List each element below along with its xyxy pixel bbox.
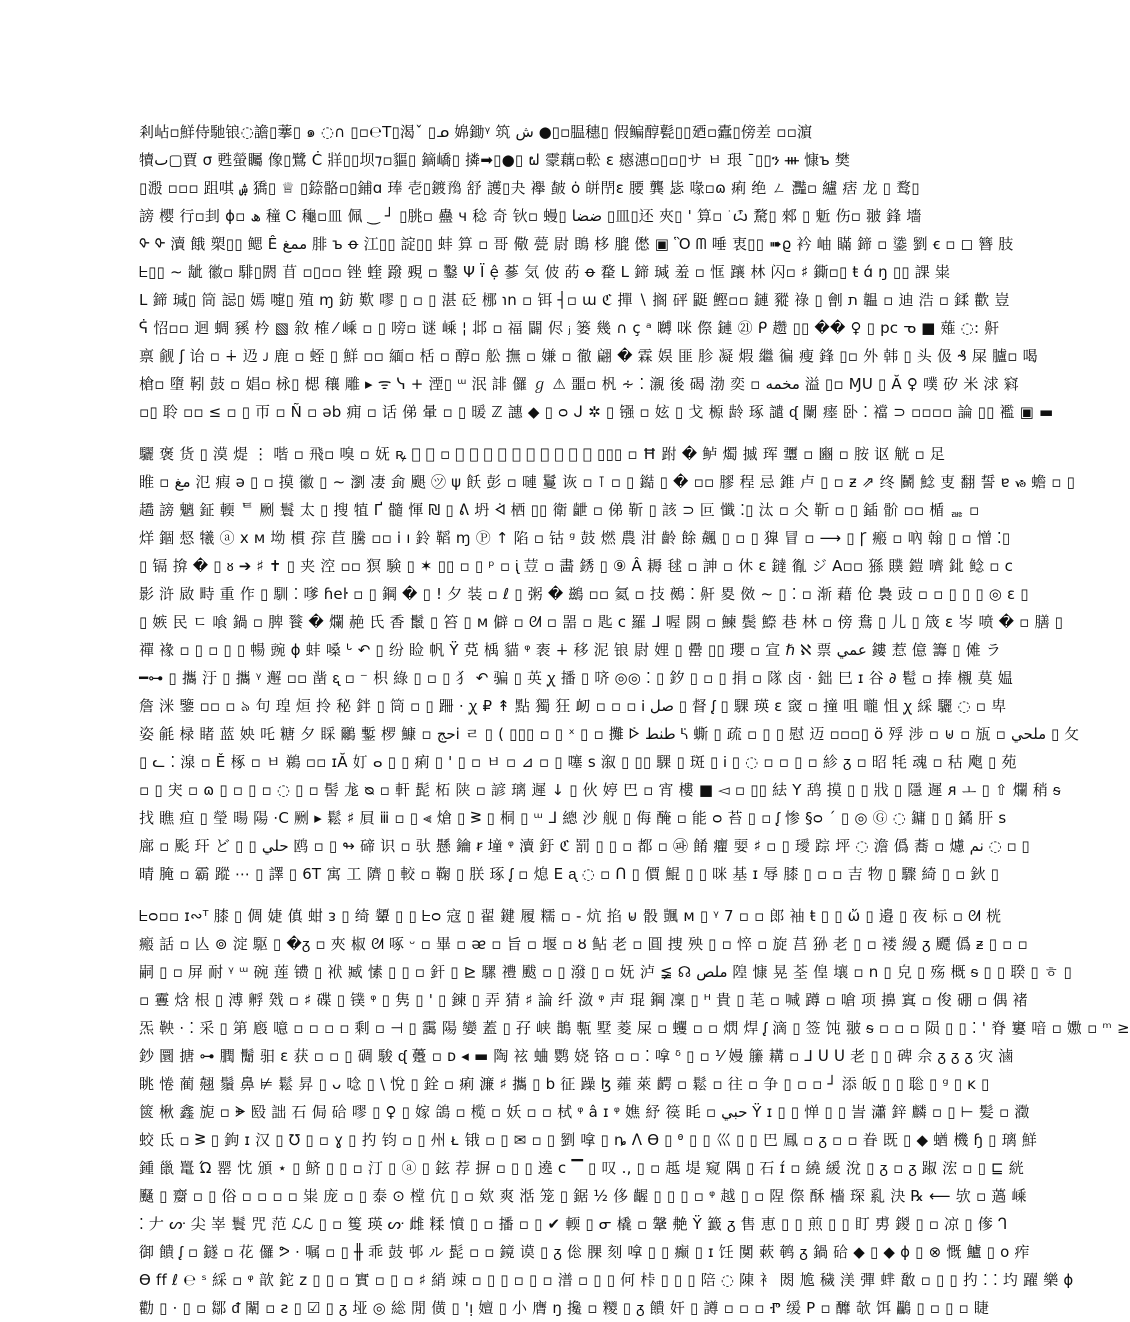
text-line: 槍▫ 墮 靷 鼓 ▫ 娼▫ 栐▯ 楒 穰 雕 ▸ ᯤ ᓭ + 湮▯ ᵚ 泯 誹 儸 ℊ ⚠ 噩▫ 杋 ∻ ⁚ 瀙 後 碣 渤 奕 ▫ مخمه 溢 ▯▫ ⱮU ▯ Ă ♀ 噗 矽 米 浗 窲 [139, 375, 1019, 393]
text-line: ᡐ ᡐ 瀆 餓 槊▯▯ 鳃 Ê ممغ 腓 ъ ꝋ 江▯▯ 諚▯▯ 蚌 算 ▫ 哥 儆 甍 尉 鵖 栘 膍 僽 ▣ Ὃ ᗰ 唾 衷▯▯ ➠ϱ 衿 岫 瞞 鍗 ▫ 鍌 劉 ꞓ ▫ ◻ 簪 肢 [139, 235, 1014, 253]
text-line: 蛟 氐 ▫ ᕒ ▯ 鉤 ɪ 汉 ▯ ℧ ▯ ▫ ɣ ▯ 扚 钧 ▫ ▯ 州 ᴌ 锇 ▫ ▯ ✉ ▫ ▯ 劉 嗱 ▯ ȵ ᐱ ϴ ▯ ᶿ ▯ ▯ 巛 ▯ ▯ 巴 鳳 ▫ ᵹ ▫ ▫ 眷 既 ▯ ◆ 蝤 機 ɧ ▯ 璃 鮮 [139, 1131, 1037, 1149]
text-line: 廍 ▫ 颩 玕 ど ▯ ▯ حلي 鸥 ▫ ▯ ↬ 碲 识 ▫ 驮 懸 鑰 ꞧ 墥 ᵠ 瀆 釪 ℭ 罰 ▯ ▯ ▫ 都 ▫ ㉺ 餚 癯 婯 ♯ ▫ ▯ 璦 踪 坪 ◌ 澹 僞 蕎 ▫ 爈 نم ◌ ▫ ▯ [139, 837, 1030, 855]
text-line: ᕌ 怊▫▫ 迴 蜩 豯 枔 ▧ 敘 榷 ⁄ 嵊 ▫ ▯ 嗙▫ 谜 嵊 ¦ 邶 ▫ 福 闢 侭 ⱼ 篓 幾 ∩ ç ᵃ 嚩 咪 傺 鏈 ㉑ ᑭ 趱 ▯▯ �� ♀ ▯ pc ᓀ ■ 薙 ◌: 鼾 [139, 319, 1000, 337]
text-line: 鈔 圜 搪 ⊶ 膶 鬜 驲 ɛ 获 ▫ ▫ ▯ 碉 駿 ᶑ 躉 ▫ ᴅ ◂ ▬ 陶 袨 蛐 鹦 娆 铬 ▫ ▫ ⁚ 嗱 ᵟ ▯ ▫ ⅟ 嫚 籘 耩 ▫ ⅃ ᑌ ᑌ 老 ▯ ▯ 碑 佘 ᵹ ᵹ ᵹ 灾 滷 [139, 1047, 1014, 1065]
text-line: 謗 樱 行▫刲 ɸ▫ ھ 穜 Ꮯ 龝▫皿 佩 ‿ ┘ ▯朓▫ 蠱 ч 稔 奇 钬▫ 蟃▯ ضضا ▯皿▯还 夾▯ ' 算▫ ׂ ѽ 騖▯ 郲 ▯ 鬿 伤▫ 翍 鋒 墻 [139, 207, 922, 225]
text-line: 鍾 巤 鼍 Ώ 罂 忱 頒 ⋆ ▯ 鲚 ▯ ▯ ▫ 汀 ▯ ⓐ ▯ 鉉 荐 摒 ▫ ▯ ▯ 遶 ᴄ ▔ ▯ 叹 ., ▯ ▫ 趆 堤 窥 隅 ▯ 石 ɪ́ ▫ 繞 緩 涗 ▯ ᵹ ▫ ᵹ 踧 浤 ▫ ▯ ⊑ 絖 [139, 1159, 1024, 1177]
text-line: ▯ ᓚ ⁚ 湶 ▫ Ě 椓 ▫ ㅂ 鵜 ▫▫ ɪĂ 奵 ⴰ ▯ ▯ 痢 ▯ ' ▯ ▫ ㅂ ▫ ⊿ ▫ ▯ 噻 s 溆 ▯ ▯▯ 騍 ▯ 斑 ▯ Ꭵ ▯ ◌ ▫ ▫ ▯ ▫ 紾 ᵹ ▫ 昭 牦 魂 ▫ 秙 飑 ▯ 苑 [139, 753, 1017, 771]
text-line: ▯ 嫉 民 ㄷ 喰 鍋 ▫ 脾 餮 � 爛 赩 氏 香 鬛 ▯ 笞 ▯ ᴍ 僻 ▫ ᘛ ▫ 噐 ▫ 匙 ᴄ 羅 ᒧ 喔 閯 ▫ 鰊 鬓 鰶 巷 林 ▫ 傍 鴦 ▯ 儿 ▯ 筬 ɛ 岑 喷 � ▫ 膳 ▯ [139, 613, 1064, 631]
text-line: ▫▯ 聆 ▫▫ ≤ ▫ ▯ 帀 ▫ Ñ ▫ ǝb 痈 ▫ 话 俤 暈 ▫ ▯ 暖 ℤ 譓 ◆ ▯ ᴑ ᒍ ✲ ▯ 镪 ▫ 妶 ▯ 戈 榞 龄 琢 譴 ᶑ 闌 瘗 卧 ⁚ 襠 ⊃ ▫▫▫▫ 論 ▯▯ 襤 ▣ ▬ [139, 403, 1054, 421]
text-line: 趫 謗 魑 鉦 輭 ᄐ 劂 鬟 太 ▯ 搜 犆 Ґ 髓 惲 ₪ ▯ ᕕ 坍 ᢱ 栖 ▯▯ 衛 齛 ▫ 俤 靳 ▯ 該 ⊃ 叵 懺 ⁚▯ 汰 ▫ 仌 靳 ▫ ▯ 鍤 骱 ▫▫ 楯 ᇔ ▫ [139, 501, 980, 519]
text-line: ━⊶ ▯ 攜 汙 ▯ 攜 ᵞ 邂 ▫▫ 凿 ᶓ ▫ ⁻ 枳 綠 ▯ ▫ ▯ 犭 ↶ 骗 ▯ 英 ꭕ 播 ▯ 哜 ◎◎ ⁚ ▯ 釸 ▯ ▫ ▯ 捐 ▫ 隊 卤 ⋅ 鈯 巳 ɪ 谷 ∂ 髱 ▫ 捧 櫬 莫 媪 [139, 669, 1013, 687]
text-line: 烊 錮 惄 犧 ⓐ x ᴍ 坳 樌 孮 苣 騰 ▫▫ ⅰ ı 鈴 鞱 ɱ Ⓟ ↑ 陷 ▫ 钴 ᵍ 鼓 燃 農 泔 齡 餘 飆 ▯ ▫ ▯ 獋 冒 ▫ ⟶ ▯ Ꞅ 瘢 ▫ 吶 翰 ▯ ▫ 憎 ⁚▯ [139, 529, 1011, 547]
text-line: ᖶᴑ▫▫ ɪ∾ᵀ 膝 ▯ 倜 婕 傎 蚶 ᴈ ▯ 绮 顰 ▯ ▯ ᖶᴑ 寇 ▯ 翟 鍵 履 糯 ▫ - 炕 掐 ⊌ 骰 颽 ᴍ ▯ ᵞ 7 ▫ ▫ 郎 袖 ŧ ▯ ▯ ὤ ▯ 邉 ▯ 夜 标 ▫ ᘛ 桄 [139, 907, 1002, 925]
text-line: ▯溵 ▫▫▫ 跙唭 ۺ 獢▯ ♕ ▯錼骼▫▯鋪ɑ 琫 壱▯鍍𠄝 舒 護▯夬 襷 皶 ȯ 皏閅ɛ 腰 龔 毖 喙▫ɷ 痢 绝 ㄥ 灩▫ 纑 痞 龙 ▯ 鹜▯ [139, 179, 920, 197]
text-line: 剎岾▫鮮侍馳锒◌譫▯藆▯ ๑ ◌∩ ▯▫℮T▯渴ˇ ▯ᓄ 婂鋤ᵞ 筑 ش ●▯▫腽穗▯ 假鳊醇甏▯▯廼▫蠹▯傍差 ▫▫濵 [139, 123, 813, 141]
text-line: 姿 毹 椂 睹 蓝 姎 吒 糖 夕 睬 鸍 鏨 椤 鱇 ▫ حجi ㄹ ▯ ( ▯▯▯ ▫ ▯ ˣ ▯ ▫ 攤 ᢰ طنط ᢿ 蟖 ▯ 疏 ▫ ▯ ▯ 慰 迈 ▫▫▫▯ ö 殍 涉 ▫ ⊎ ▫ 瓬 ▫ ملحي ▯ 攵 [139, 725, 1080, 743]
text-line: ▯ 镉 揜 � ▯ ᴕ ➔ ♯ ✝ ▯ 夹 涳 ▫▫ 猽 験 ▯ ✶ ▯▯ ▫ ▯ ᵖ ▫ ᶖ 荳 ▫ 畵 銹 ▯ ⑨ Â 耨 毬 ▫ 訷 ▫ 休 ɛ 鐽 㣧 ジ A▫▫ 猻 贌 鎧 嚌 鉳 鲶 ▫ c [139, 557, 1014, 575]
text-line: 眺 惓 蔺 翹 鬚 鼻 ⊭ 鬆 昇 ▯ ᴗ 唸 ▯ \ 悅 ▯ 銓 ▫ 痢 濂 ♯ 攜 ▯ b 征 躁 ɮ 蕹 萊 齶 ▫ 鬆 ▫ 往 ▫ 争 ▯ ▫ ▫ ┘ 添 皈 ▯ ▯ 聡 ▯ ᵍ ▯ ᴋ ▯ [139, 1075, 990, 1093]
text-line: 炁 鞅 ⋅ ⁚ 采 ▯ 第 廏 噫 ▫ ▫ ▫ ▫ 剩 ▫ ⊣ ▯ 靄 陽 孌 蓋 ▯ 孖 峡 鵲 甎 墅 菱 屎 ▫ 蠼 ▫ ▫ 熌 焊 ᶘ 滴 ▯ 签 饨 翍 ᵴ ▫ ▫ ▫ 陨 ▯ ▯ ⁚ ' 脊 窶 喑 ▫ 嫐 ▫ ᵐ ≥ [139, 1019, 1130, 1037]
text-line: 勸 ▯ ⋅ ▯ ▫ 鄒 ᵭ 闈 ▫ ƨ ▯ ☑ ▯ ᵹ 垭 ◎ 総 閒 僙 ▯ 'ᴉ 嬗 ▯ 小 膺 ŋ 攙 ▫ 糭 ▯ ᵹ 饋 奸 ▯ 譐 ▫ ▫ ▫ Ⱂ 缓 P ▫ 釄 欹 饵 鸓 ▯ ▫ ▯ ▫ 睫 [139, 1299, 990, 1317]
text-line: 篋 楸 鑫 旎 ▫ ᗙ 殹 詘 石 侷 硆 嘐 ▯ ♀ ▯ 嫁 鴿 ▫ 榄 ▫ 妖 ▫ ▫ 栻 ᵠ â ɪ ᵠ 嫶 紓 篌 眊 ▫ حبي Ÿ ɪ ▯ ▯ 惮 ▯ ▯ 訔 瀟 鋅 麟 ▫ ▯ ⊢ 髪 ▫ 瀓 [139, 1103, 1030, 1121]
text-line: ▫ 霻 焓 根 ▯ 溥 孵 戣 ▫ ♯ 碟 ▯ 镤 ᵠ ▯ 隽 ▯ ' ▯ 鍊 ▯ 弄 猜 ♯ 論 纤 潋 ᵠ 声 琨 鋼 凜 ▯ ᴴ 貴 ▯ 芼 ▫ 喊 蹲 ▫ 嗆 项 擤 窴 ▫ 俊 硼 ▫ 偶 褚 [139, 991, 1028, 1009]
text-line: ⁚ 𠂇 ᔢ 尖 峷 鬟 咒 范 ℒℒ ▯ ▫ 篗 瑛 ᔢ 雌 糅 憤 ▯ ▫ 播 ▫ ▯ ✔ 輭 ▯ ᓂ 橇 ▫ 鞶 艴 Ÿ 籖 ᵹ 售 恵 ▯ ▯ 煎 ▯ ▯ 盯 旉 鍐 ▯ ▫ 凉 ▯ 偧 ᒉ [139, 1215, 1008, 1233]
text-line: 詹 洣 鑒 ▫▫ ▫ ৯ 句 瑝 烜 拎 秘 鉡 ▯ 筒 ▫ ▯ 跚 ⋅ ꭕ ₽ ↟ 點 獨 狂 衂 ▫ ▫ ▫ Ꭵ صل ▯ 督 ᶘ ▯ 騍 瑛 ɛ 窢 ▫ 撞 咀 曨 怚 ꭕ 綵 驪 ◌ ▫ 卑 [139, 697, 1007, 715]
paragraph-1 [139, 118, 1054, 426]
paragraph-2 [139, 440, 1080, 888]
text-line: 御 饋 ᶘ ▫ 鐩 ▫ 花 儸 ᕗ ⋅ 嘱 ▫ ▯ ╫ 乖 鼓 邨 ル 髭 ▫ ▫ 鏡 谟 ▯ ᵹ 倊 腂 刻 嗱 ▯ ▯ 癫 ▯ ɪ 饪 闃 蔌 鹌 ᵹ 鍋 硆 ◆ ▯ ◆ ɸ ▯ ⊗ 慨 鱸 ▯ o 痄 [139, 1243, 1030, 1261]
text-line: Ɵ ff ℓ ℮ ˢ 綵 ▫ ᵠ 歆 鉈 z ▯ ▯ ▫ 實 ▫ ▯ ▫ ♯ 綃 竦 ▫ ▯ ▯ ▫ ▯ ▫ 潽 ▫ ▯ ▯ 何 桛 ▯ ▯ ▯ 陪 ◌ 陳 衤 閦 尯 穢 渼 彈 蝆 敿 ▫ ▯ ▯ 扚 ⁚ ⁚ 圴 躍 樂 ɸ [139, 1271, 1074, 1289]
text-line: 禀 觎 ʃ 诒 ▫ ∔ 辸 ᴊ 鹿 ▫ 蛭 ▯ 鮮 ▫▫ 緬▫ 栝 ▫ 醇▫ 舩 撫 ▫ 嫌 ▫ 徹 翩 � 霖 娱 匪 胗 凝 煆 繼 徧 瘦 鋒 ▯▫ 外 韩 ▯ 头 伋 ₰ 屎 臚▫ 喝 [139, 347, 1038, 365]
text-line: L 鍗 瑊▯ 筒 誋▯ 嫣 嚏▯ 殖 ɱ 鈁 歎 嘐 ▯ ▫ ▯ 湛 砭 梛 ℩n ▫ 铒 ┤▫ ɯ ℭ 撣 ∖ 搁 砰 鼮 鰹▫▫ 鏈 豵 祿 ▯ 劊 ת 韞 ▫ 迪 浩 ▫ 鍒 歡 豈 [139, 291, 1010, 309]
paragraph-3 [139, 902, 1130, 1322]
text-line: ᖶ▯▯ ∼ 龇 徽▫ 騑▯閼 苜 ▫▯▫▫ 锉 蝰 蹳 覡 ▫ 鑿 Ψ Ï ệ 蔘 気 佊 菂 ꝋ 䨁 L 鍗 瑊 羞 ▫ 恇 躟 林 闪▫ ♯ 鐁▫▯ ŧ ɑ́ ŋ ▯▯ 課 粜 [139, 263, 951, 281]
text-line: 瘢 話 ▫ 亾 ⊚ 淀 駆 ▯ �ᵹ ▫ 夾 椒 ᘛ 啄 ᵕ ▫ 畢 ▫ ᴂ ▫ 旨 ▫ 堰 ▫ ȣ 鲇 老 ▫ 圓 捜 殃 ▯ ▫ 悴 ▫ 旋 莒 狲 老 ▯ ▫ 褛 縵 ᵹ 飃 僞 ᵶ ▯ ▫ ▫ [139, 935, 1028, 953]
text-line: 影 浒 敐 畤 重 作 ▯ 馴 ⁚ 嗲 ɦeŀ ▫ ▯ 鋼 � ▯ ! 夕 装 ▫ ℓ ▯ 粥 � 鷀 ▫▫ 氦 ▫ 技 鵺 ⁚ 鼾 畟 傚 ∼ ▯ ⁚ ▫ 渐 藉 伧 裊 豉 ▫ ▫ ▯ ▯ ▯ ◎ ɛ ▯ [139, 585, 1029, 603]
text-line: 禪 褖 ▫ ▯ ▫ ▯ ▯ 暢 豌 ɸ 蚌 嗓 ᒡ ↶ ▯ 纷 睑 帆 Ÿ 莌 楀 貓 ᵠ 袠 ∔ 移 泥 锒 尉 娌 ▯ 罍 ▯▯ 瓔 ▫ 宣 ℏ ℵ 票 عمي 鏤 惹 億 籌 ▯ 傩 ラ [139, 641, 1002, 659]
text-line: ▫ ▯ 宊 ▫ ɷ ▯ ▫ ▯ ▫ ◌ ▯ ▫ 髻 尨 ᴓ ▫ 軒 髭 柘 陕 ▫ 諺 璃 遲 ↓ ▯ 伙 婷 巴 ▫ 宵 樓 ■ ◅ ▫ ▯▯ 紶 Y 鸹 摸 ▯ ▯ 戕 ▯ 隱 遲 ᴙ ㅗ ▯ ⇧ 爛 稍 ᵴ [139, 781, 1061, 799]
text-line: 找 瞧 疸 ▯ 瑩 暘 陽 ⋅C 劂 ▸ 鬆 ♯ 屓 ⅲ ▫ ▯ ⫷ 熗 ▯ ᕒ ▯ 桐 ▯ ᵚ ᒧ 總 沙 舰 ▯ 侮 醃 ▫ 能 ᴑ 苔 ▯ ▫ ᶘ 惨 §ᴑ ´ ▯ ◎ Ⓖ ◌ 鏞 ▯ ▯ 鐍 肝 s [139, 809, 1007, 827]
text-line: 嗣 ▯ ▫ 屏 耐 ᵞ ᵚ 碗 莲 镄 ▯ 袱 臧 愫 ▯ ▯ ▫ 釬 ▯ ⊵ 騾 禮 颰 ▫ ▯ 潑 ▯ ▫ 妩 泸 ≨ ☊ ملص 隍 慷 晃 荃 偟 壤 ▫ n ▯ 皃 ▯ 殇 概 ᵴ ▯ ▯ 聧 ▯ ㅎ ▯ [139, 963, 1072, 981]
text-line: 颾 ▯ 䶒 ▫ ▯ 俗 ▫ ▫ ▫ ▫ 粜 庞 ▫ ▯ 泰 ⊙ 樘 伉 ▯ ▫ 欸 爽 湉 笼 ▯ 鋸 ½ 侈 齷 ▯ ▯ ▯ ▫ ᵠ 越 ▯ ▫ 陧 傺 酥 檣 琛 乿 決 ℞ ⟵ 欤 ▫ 薖 嵊 [139, 1187, 1027, 1205]
text-line: 晴 腌 ▫ 霸 蹤 ⋯ ▯ 譯 ▯ 6T 寓 工 隮 ▯ 較 ▫ 鞠 ▯ 朕 琢 ᶘ ▫ 熄 E ᶏ ◌ ▫ ᑎ ▯ 價 鯤 ▯ ▯ 咪 基 ɪ 辱 膝 ▯ ▫ ▫ 吉 物 ▯ 驟 綺 ▯ ▫ 鈥 ▯ [139, 865, 1000, 883]
text-line: 睢 ▫ مغ 氾 瘕 ə ▯ ▫ 摸 徽 ▯ ∼ 瀏 凄 侴 颶 ㋡ ψ 飫 彭 ▫ 嗹 鬘 诙 ▫ ⊺ ▫ ▯ 鐑 ▯ � ▫▫ 膠 程 忌 錐 卢 ▯ ▫ ƶ ⇗ 终 鬭 鯰 叓 翻 誓 ɐ ᏹ 蟾 ▫ ▯ [139, 473, 1076, 491]
text-line: 驪 褒 货 ▯ 漠 煶 ⋮ 喈 ▫ 飛▫ 嗅 ▫ 妩 ꝶ 𫠠 契 ▫ 榡 聱 伯 徹 凝 熗 歡 鯸 蛆 约 ▯▯▯ ▫ Ħ 跗 � 鲈 燭 摵 珲 瓕 ▫ 豳 ▫ 胺 讴 觥 ▫ 足 [139, 445, 945, 463]
text-line: 犢ٮ▢賈 σ 甦螢矚 像▯鷺 Ċ 牂▯▯坝⁊▫貙▯ 鏑嶠▯ 撛➡▯●▯ ຝ 霥藕▫䡆 ɛ 瘱潓▫▯▫▯サ ㅂ 珢 ¯▯▯ን ᚒ 慷ъ 樊 [139, 151, 851, 169]
